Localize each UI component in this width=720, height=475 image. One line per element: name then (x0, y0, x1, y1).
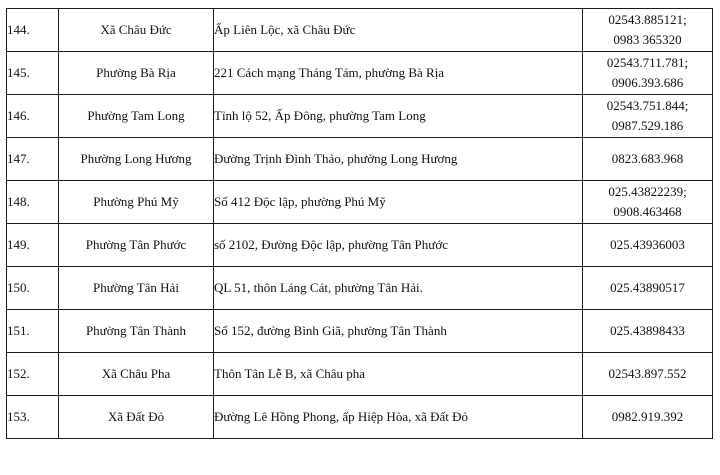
unit-address: QL 51, thôn Láng Cát, phường Tân Hải. (214, 267, 583, 310)
phone-number: 0908.463468 (613, 204, 682, 219)
row-number: 147. (7, 138, 59, 181)
unit-address: Số 152, đường Bình Giã, phường Tân Thành (214, 310, 583, 353)
unit-address: Đường Lê Hồng Phong, ấp Hiệp Hòa, xã Đất Đỏ (214, 396, 583, 439)
table-row (7, 310, 713, 353)
row-number: 152. (7, 353, 59, 396)
phone-cell (583, 138, 713, 181)
unit-address: Ấp Liên Lộc, xã Châu Đức (214, 9, 583, 52)
phone-number: 02543.897.552 (608, 366, 687, 381)
unit-address: 221 Cách mạng Tháng Tám, phường Bà Rịa (214, 52, 583, 95)
phone-number: 0982.919.392 (611, 409, 684, 424)
row-number: 150. (7, 267, 59, 310)
phone-cell (583, 267, 713, 310)
directory-table (6, 8, 713, 439)
table-row (7, 52, 713, 95)
phone-number: 02543.885121; (608, 12, 687, 27)
row-number: 146. (7, 95, 59, 138)
phone-cell (583, 181, 713, 224)
phone-cell (583, 396, 713, 439)
table-row (7, 353, 713, 396)
phone-cell (583, 353, 713, 396)
unit-name: Xã Châu Pha (59, 353, 214, 396)
unit-address: Đường Trịnh Đình Thảo, phường Long Hương (214, 138, 583, 181)
phone-cell (583, 95, 713, 138)
unit-name: Phường Bà Rịa (59, 52, 214, 95)
table-row (7, 396, 713, 439)
phone-number: 0823.683.968 (611, 151, 684, 166)
phone-number: 025.43890517 (610, 280, 685, 295)
phone-number: 02543.751.844; (606, 98, 689, 113)
row-number: 144. (7, 9, 59, 52)
phone-cell (583, 9, 713, 52)
unit-address: Thôn Tân Lễ B, xã Châu pha (214, 353, 583, 396)
unit-name: Phường Long Hương (59, 138, 214, 181)
phone-number: 025.43822239; (608, 184, 687, 199)
row-number: 145. (7, 52, 59, 95)
phone-number: 0906.393.686 (611, 75, 684, 90)
unit-name: Phường Phú Mỹ (59, 181, 214, 224)
table-row (7, 224, 713, 267)
unit-name: Xã Châu Đức (59, 9, 214, 52)
unit-name: Phường Tam Long (59, 95, 214, 138)
unit-address: Số 412 Độc lập, phường Phú Mỹ (214, 181, 583, 224)
unit-name: Xã Đất Đỏ (59, 396, 214, 439)
phone-cell (583, 52, 713, 95)
table-row (7, 181, 713, 224)
unit-name: Phường Tân Thành (59, 310, 214, 353)
table-row (7, 267, 713, 310)
unit-address: Tỉnh lộ 52, Ấp Đông, phường Tam Long (214, 95, 583, 138)
row-number: 153. (7, 396, 59, 439)
phone-cell (583, 310, 713, 353)
phone-number: 02543.711.781; (606, 55, 689, 70)
table-row (7, 138, 713, 181)
row-number: 151. (7, 310, 59, 353)
unit-name: Phường Tân Hải (59, 267, 214, 310)
unit-address: số 2102, Đường Độc lập, phường Tân Phước (214, 224, 583, 267)
phone-number: 0987.529.186 (611, 118, 684, 133)
phone-cell (583, 224, 713, 267)
phone-number: 025.43936003 (610, 237, 685, 252)
table-row (7, 95, 713, 138)
unit-name: Phường Tân Phước (59, 224, 214, 267)
row-number: 149. (7, 224, 59, 267)
row-number: 148. (7, 181, 59, 224)
table-row (7, 9, 713, 52)
phone-number: 0983 365320 (613, 32, 682, 47)
phone-number: 025.43898433 (610, 323, 685, 338)
